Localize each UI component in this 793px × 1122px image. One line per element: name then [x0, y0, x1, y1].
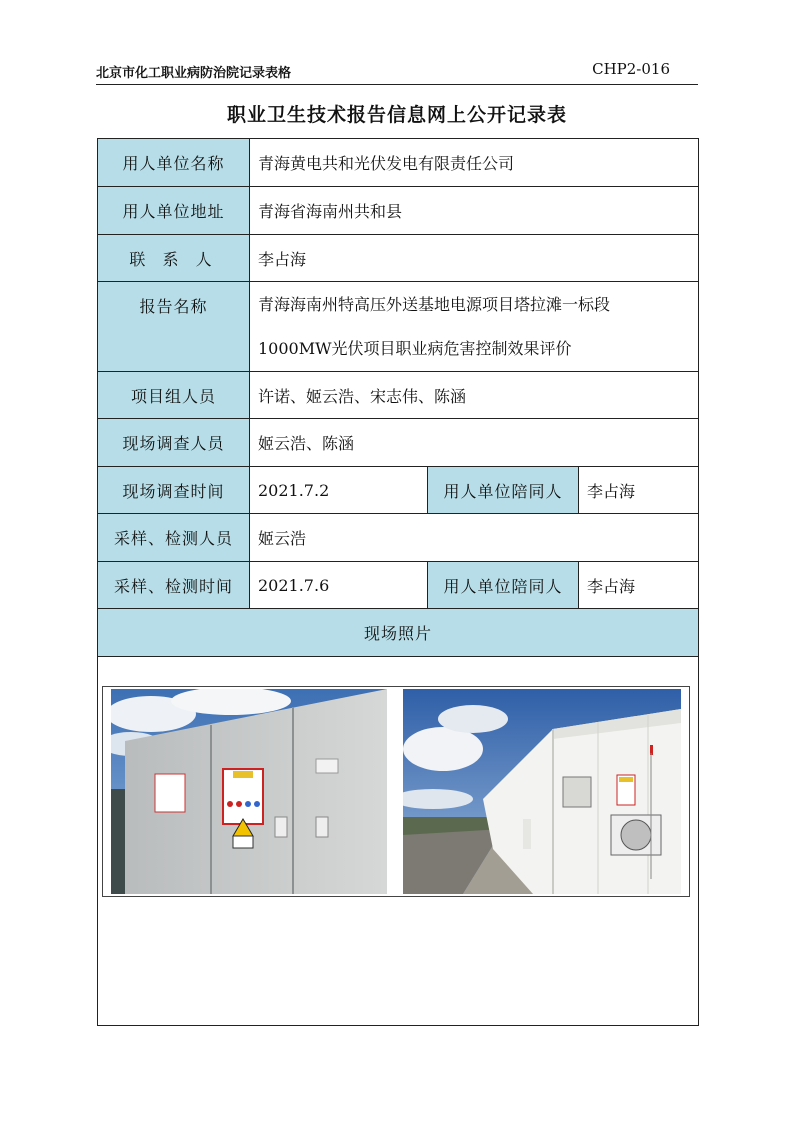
employer-name-value: 青海黄电共和光伏发电有限责任公司	[250, 139, 699, 187]
sampling-companion-value: 李占海	[579, 562, 699, 609]
report-name-label: 报告名称	[98, 282, 250, 372]
site-investigation-time-value: 2021.7.2	[250, 467, 428, 514]
report-name-line1: 青海海南州特高压外送基地电源项目塔拉滩一标段	[258, 294, 611, 314]
report-name-line2: 1000MW光伏项目职业病危害控制效果评价	[258, 338, 572, 358]
row-photos-header	[98, 609, 699, 657]
record-table	[97, 138, 699, 1026]
row-sampling-time	[98, 562, 699, 609]
employer-address-label: 用人单位地址	[98, 187, 250, 235]
sampling-staff-label: 采样、检测人员	[98, 514, 250, 562]
site-photo-building	[403, 689, 681, 894]
row-project-members	[98, 372, 699, 419]
employer-name-label: 用人单位名称	[98, 139, 250, 187]
document-title: 职业卫生技术报告信息网上公开记录表	[226, 104, 567, 126]
report-name-value	[250, 282, 699, 372]
project-members-label: 项目组人员	[98, 372, 250, 419]
building-photo-image	[403, 689, 681, 894]
project-members-value: 许诺、姬云浩、宋志伟、陈涵	[250, 372, 699, 419]
site-photo-cabinet	[111, 689, 387, 894]
row-photos	[98, 657, 699, 1026]
sampling-staff-value: 姬云浩	[250, 514, 699, 562]
row-site-investigation-time	[98, 467, 699, 514]
contact-value: 李占海	[250, 235, 699, 282]
site-companion-value: 李占海	[579, 467, 699, 514]
row-employer-address	[98, 187, 699, 235]
row-employer-name	[98, 139, 699, 187]
row-sampling-staff	[98, 514, 699, 562]
contact-label: 联 系 人	[98, 235, 250, 282]
site-investigators-value: 姬云浩、陈涵	[250, 419, 699, 467]
row-contact	[98, 235, 699, 282]
photos-cell	[98, 657, 699, 1026]
employer-address-value: 青海省海南州共和县	[250, 187, 699, 235]
cabinet-photo-image	[111, 689, 387, 894]
photos-label: 现场照片	[98, 609, 699, 657]
form-code: CHP2-016	[592, 60, 670, 78]
row-report-name	[98, 282, 699, 372]
page-header	[96, 58, 698, 85]
site-investigators-label: 现场调查人员	[98, 419, 250, 467]
row-site-investigators	[98, 419, 699, 467]
sampling-companion-label: 用人单位陪同人	[428, 562, 579, 609]
site-investigation-time-label: 现场调查时间	[98, 467, 250, 514]
sampling-time-label: 采样、检测时间	[98, 562, 250, 609]
org-form-name: 北京市化工职业病防治院记录表格	[96, 66, 292, 81]
sampling-time-value: 2021.7.6	[250, 562, 428, 609]
site-companion-label: 用人单位陪同人	[428, 467, 579, 514]
photo-frame	[102, 686, 690, 897]
